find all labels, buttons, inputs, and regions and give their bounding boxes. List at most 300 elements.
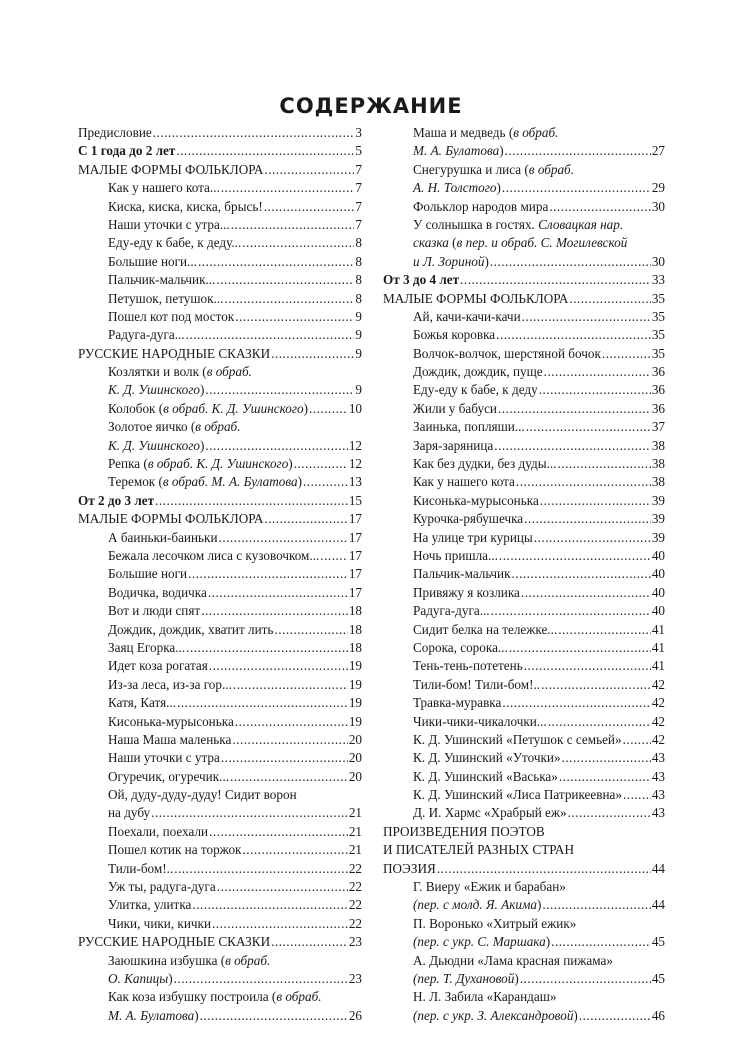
dot-leader (271, 345, 354, 363)
toc-entry-line (383, 878, 665, 896)
dot-leader (534, 529, 651, 547)
toc-entry (78, 639, 362, 657)
toc-page-number: 9 (355, 327, 362, 343)
dot-leader (491, 602, 651, 620)
toc-entry-title: На улице три курицы (413, 529, 533, 545)
dot-leader (271, 933, 348, 951)
toc-entry-title: К. Д. Ушинский «Лиса Патрикеевна» (413, 787, 622, 803)
toc-entry (383, 860, 665, 878)
toc-entry (78, 565, 362, 583)
toc-page-number: 37 (651, 419, 665, 435)
toc-entry (383, 970, 665, 988)
toc-page-number: 27 (651, 143, 665, 159)
toc-entry (383, 437, 665, 455)
toc-page-number: 7 (355, 216, 362, 232)
toc-page-number: 7 (355, 198, 362, 214)
dot-leader (544, 363, 651, 381)
dot-leader (209, 823, 348, 841)
dot-leader (548, 713, 651, 731)
toc-page-number: 9 (355, 382, 362, 398)
toc-page-number: 8 (355, 272, 362, 288)
dot-leader (231, 216, 355, 234)
toc-entry-title: и Л. Зориной) (413, 253, 489, 269)
toc-page-number: 13 (348, 474, 362, 490)
dot-leader (460, 271, 651, 289)
toc-entry-title: Ночь пришла... (413, 547, 498, 563)
toc-page-number: 7 (355, 161, 362, 177)
toc-page-number: 17 (348, 529, 362, 545)
toc-entry (383, 290, 665, 308)
toc-entry (78, 492, 362, 510)
toc-entry-line (383, 841, 665, 859)
dot-leader (242, 234, 354, 252)
toc-entry (383, 363, 665, 381)
toc-entry-title: РУССКИЕ НАРОДНЫЕ СКАЗКИ (78, 934, 271, 950)
dot-leader (205, 437, 347, 455)
dot-leader (569, 290, 650, 308)
toc-entry-title: И ПИСАТЕЛЕЙ РАЗНЫХ СТРАН (383, 842, 574, 858)
dot-leader (176, 142, 354, 160)
toc-entry (383, 198, 665, 216)
toc-entry (78, 933, 362, 951)
toc-entry-title: Пошел кот под мосток (108, 308, 235, 324)
toc-entry (383, 345, 665, 363)
toc-entry-title: Киска, киска, киска, брысь! (108, 198, 263, 214)
toc-entry (78, 584, 362, 602)
dot-leader (264, 198, 355, 216)
toc-entry-title: П. Воронько «Хитрый ежик» (413, 915, 577, 931)
toc-page-number: 42 (651, 695, 665, 711)
toc-entry-title: Д. И. Хармс «Храбрый еж» (413, 805, 567, 821)
toc-entry-line (78, 363, 362, 381)
toc-page-number: 42 (651, 713, 665, 729)
toc-entry (78, 124, 362, 142)
toc-entry (383, 529, 665, 547)
dot-leader (520, 970, 651, 988)
toc-entry (78, 731, 362, 749)
toc-entry (383, 565, 665, 583)
toc-page-number: 36 (651, 400, 665, 416)
toc-entry-title: К. Д. Ушинского) (108, 382, 205, 398)
dot-leader (562, 749, 651, 767)
dot-leader (522, 308, 651, 326)
toc-entry (78, 547, 362, 565)
toc-entry-title: Предисловие (78, 125, 152, 140)
toc-entry-title: Н. Л. Забила «Карандаш» (413, 989, 557, 1005)
dot-leader (186, 639, 348, 657)
toc-entry (78, 749, 362, 767)
toc-page-number: 36 (651, 364, 665, 380)
dot-leader (502, 694, 650, 712)
dot-leader (559, 768, 651, 786)
dot-leader (505, 142, 651, 160)
dot-leader (602, 345, 651, 363)
toc-entry-title: Травка-муравка (413, 695, 502, 711)
toc-page-number: 21 (348, 823, 362, 839)
dot-leader (579, 1007, 651, 1025)
toc-page-number: 40 (651, 547, 665, 563)
toc-entry (78, 841, 362, 859)
dot-leader (558, 621, 651, 639)
toc-entry-title: Чики, чики, кички (108, 915, 211, 931)
toc-entry-title: МАЛЫЕ ФОРМЫ ФОЛЬКЛОРА (383, 290, 569, 306)
toc-entry-line (78, 418, 362, 436)
toc-entry (383, 676, 665, 694)
toc-entry-title: Тили-бом!.. (108, 860, 174, 876)
toc-entry-title: Радуга-дуга... (108, 327, 185, 343)
dot-leader (568, 804, 651, 822)
toc-entry-title: От 2 до 3 лет (78, 492, 155, 508)
toc-entry-title: Вот и люди спят (108, 603, 201, 619)
toc-entry-title: Жили у бабуси (413, 400, 497, 416)
toc-page-number: 19 (348, 658, 362, 674)
toc-entry-title: Большие ноги... (108, 253, 197, 269)
toc-entry-title: Волчок-волчок, шерстяной бочок (413, 345, 601, 361)
toc-entry-title: (пер. с укр. С. Маршака) (413, 934, 551, 950)
toc-entry (78, 308, 362, 326)
toc-entry-title: Сидит белка на тележке... (413, 621, 558, 637)
toc-page-number: 22 (348, 860, 362, 876)
toc-page-number: 12 (348, 437, 362, 453)
toc-page-number: 39 (651, 492, 665, 508)
toc-entry (383, 547, 665, 565)
toc-entry-title: сказка (в пер. и обраб. С. Могилевской (413, 235, 628, 251)
toc-page-number: 20 (348, 731, 362, 747)
toc-entry-title: Теремок (в обраб. М. А. Булатова) (108, 474, 302, 490)
dot-leader (499, 547, 651, 565)
toc-entry-title: Идет коза рогатая (108, 658, 208, 674)
toc-entry-title: Большие ноги (108, 566, 188, 582)
dot-leader (230, 768, 348, 786)
toc-page-number: 20 (348, 750, 362, 766)
toc-entry (78, 878, 362, 896)
toc-entry (383, 639, 665, 657)
toc-entry-title: Огуречик, огуречик... (108, 768, 230, 784)
toc-entry-title: К. Д. Ушинский «Васька» (413, 768, 558, 784)
toc-entry (383, 400, 665, 418)
toc-entry-title: Божья коровка (413, 327, 496, 343)
toc-entry (78, 621, 362, 639)
dot-leader (217, 878, 348, 896)
toc-entry-title: К. Д. Ушинский «Петушок с семьей» (413, 731, 622, 747)
toc-entry-title: Чики-чики-чикалочки... (413, 713, 547, 729)
toc-page-number: 39 (651, 529, 665, 545)
toc-entry-title: Тень-тень-потетень (413, 658, 523, 674)
toc-entry-title: Водичка, водичка (108, 584, 207, 600)
dot-leader (174, 860, 348, 878)
toc-entry (383, 731, 665, 749)
dot-leader (205, 381, 354, 399)
toc-page-number: 7 (355, 180, 362, 196)
dot-leader (192, 896, 347, 914)
toc-page-number: 19 (348, 676, 362, 692)
dot-leader (201, 602, 348, 620)
toc-page-number: 41 (651, 621, 665, 637)
toc-page-number: 21 (348, 842, 362, 858)
toc-entry (383, 749, 665, 767)
toc-page-number: 8 (355, 235, 362, 251)
toc-entry (383, 271, 665, 289)
toc-page-number: 9 (355, 308, 362, 324)
toc-entry-title: Катя, Катя... (108, 695, 177, 711)
dot-leader (233, 676, 348, 694)
toc-page-number: 29 (651, 180, 665, 196)
toc-page-number: 17 (348, 584, 362, 600)
toc-page-number: 35 (651, 290, 665, 306)
toc-entry-title: Заря-заряница (413, 437, 494, 453)
toc-entry-title: Дождик, дождик, пуще (413, 364, 543, 380)
toc-page-number: 41 (651, 639, 665, 655)
toc-page-number: 38 (651, 456, 665, 472)
dot-leader (490, 253, 651, 271)
toc-entry-title: О. Капицы) (108, 970, 173, 986)
toc-page-number: 23 (348, 970, 362, 986)
toc-page-number: 39 (651, 511, 665, 527)
toc-entry (383, 142, 665, 160)
dot-leader (516, 473, 651, 491)
toc-entry (383, 492, 665, 510)
toc-page-number: 17 (348, 511, 362, 527)
dot-leader (177, 694, 348, 712)
dot-leader (494, 437, 651, 455)
toc-right-column (383, 124, 665, 1025)
toc-entry (78, 179, 362, 197)
toc-entry (78, 602, 362, 620)
toc-entry (78, 915, 362, 933)
toc-entry-title: Снегурушка и лиса (в обраб. (413, 161, 574, 177)
toc-entry (383, 455, 665, 473)
toc-page-number: 38 (651, 437, 665, 453)
dot-leader (303, 473, 348, 491)
toc-entry-title: Ай, качи-качи-качи (413, 308, 521, 324)
toc-entry-title: Заюшкина избушка (в обраб. (108, 952, 271, 968)
dot-leader (235, 713, 348, 731)
toc-page-number: 9 (355, 345, 362, 361)
dot-leader (208, 584, 348, 602)
dot-leader (216, 271, 354, 289)
toc-entry-title: ПОЭЗИЯ (383, 860, 436, 876)
toc-entry-title: Уж ты, радуга-дуга (108, 879, 216, 895)
toc-page-number: 10 (348, 400, 362, 416)
toc-entry-title: Тили-бом! Тили-бом!.. (413, 676, 541, 692)
toc-entry-line (78, 786, 362, 804)
toc-page-number: 8 (355, 290, 362, 306)
toc-entry-line (383, 124, 665, 142)
toc-entry (78, 510, 362, 528)
toc-page-number: 18 (348, 639, 362, 655)
toc-entry-line (383, 823, 665, 841)
toc-entry (78, 271, 362, 289)
toc-entry-title: От 3 до 4 лет (383, 272, 460, 288)
toc-entry (78, 804, 362, 822)
dot-leader (198, 253, 354, 271)
toc-entry (78, 253, 362, 271)
toc-page-number: 40 (651, 584, 665, 600)
toc-page-number: 22 (348, 915, 362, 931)
toc-page-number: 3 (355, 125, 362, 140)
toc-entry (78, 694, 362, 712)
dot-leader (221, 179, 355, 197)
dot-leader (221, 749, 348, 767)
toc-page-number: 40 (651, 566, 665, 582)
dot-leader (551, 933, 651, 951)
toc-page-number: 20 (348, 768, 362, 784)
toc-entry-title: Маша и медведь (в обраб. (413, 125, 559, 140)
toc-page-number: 5 (355, 143, 362, 159)
toc-page-number: 21 (348, 805, 362, 821)
toc-entry-title: Еду-еду к бабе, к деду (413, 382, 538, 398)
toc-entry-title: Как коза избушку построила (в обраб. (108, 989, 322, 1005)
toc-entry (78, 970, 362, 988)
toc-entry (383, 786, 665, 804)
dot-leader (524, 657, 651, 675)
toc-entry (78, 381, 362, 399)
toc-entry (78, 345, 362, 363)
toc-entry (383, 418, 665, 436)
toc-entry-title: Наши уточки с утра... (108, 216, 230, 232)
toc-entry-title: на дубу (108, 805, 151, 821)
toc-page-number: 40 (651, 603, 665, 619)
toc-entry-title: С 1 года до 2 лет (78, 143, 176, 159)
toc-entry-title: Заяц Егорка... (108, 639, 186, 655)
dot-leader (186, 326, 355, 344)
toc-entry-title: М. А. Булатова) (413, 143, 504, 159)
toc-entry-title: Пошел котик на торжок (108, 842, 242, 858)
dot-leader (511, 565, 650, 583)
toc-entry-title: Радуга-дуга... (413, 603, 490, 619)
toc-entry-title: К. Д. Ушинского) (108, 437, 205, 453)
toc-page-number: 43 (651, 768, 665, 784)
toc-entry-title: К. Д. Ушинский «Уточки» (413, 750, 561, 766)
toc-page-number: 46 (651, 1007, 665, 1023)
toc-entry-title: Наша Маша маленька (108, 731, 232, 747)
toc-entry-line (383, 952, 665, 970)
dot-leader (526, 418, 651, 436)
toc-page-number: 22 (348, 879, 362, 895)
toc-entry-title: Как у нашего кота (413, 474, 515, 490)
toc-entry (78, 823, 362, 841)
toc-page-number: 30 (651, 253, 665, 269)
toc-entry-title: Бежала лесочком лиса с кузовочком... (108, 547, 320, 563)
toc-page-number: 35 (651, 345, 665, 361)
toc-entry-title: Дождик, дождик, хватит лить (108, 621, 274, 637)
toc-entry-title: Наши уточки с утра (108, 750, 220, 766)
toc-entry-title: Петушок, петушок... (108, 290, 224, 306)
dot-leader (502, 179, 651, 197)
dot-leader (539, 381, 651, 399)
dot-leader (174, 970, 348, 988)
toc-entry-line (383, 915, 665, 933)
dot-leader (549, 198, 651, 216)
toc-entry (78, 676, 362, 694)
toc-page-number: 22 (348, 897, 362, 913)
toc-entry-title: Пальчик-мальчик... (108, 272, 216, 288)
toc-entry-line (383, 988, 665, 1006)
toc-entry (78, 216, 362, 234)
toc-page-number: 45 (651, 970, 665, 986)
toc-entry-line (383, 216, 665, 234)
dot-leader (542, 896, 650, 914)
toc-entry (78, 529, 362, 547)
toc-entry (78, 768, 362, 786)
toc-entry (78, 234, 362, 252)
toc-entry (383, 621, 665, 639)
toc-entry (383, 308, 665, 326)
toc-entry (78, 142, 362, 160)
toc-entry (78, 400, 362, 418)
dot-leader (188, 565, 348, 583)
toc-entry-title: Курочка-рябушечка (413, 511, 524, 527)
toc-page-number: 18 (348, 603, 362, 619)
toc-entry (383, 804, 665, 822)
dot-leader (153, 124, 355, 142)
toc-entry-title: Как у нашего кота... (108, 180, 220, 196)
toc-entry-title: Колобок (в обраб. К. Д. Ушинского) (108, 400, 309, 416)
toc-page-number: 26 (348, 1007, 362, 1023)
toc-entry (78, 1007, 362, 1025)
dot-leader (232, 731, 347, 749)
toc-page-number: 42 (651, 731, 665, 747)
dot-leader (521, 584, 651, 602)
toc-entry-title: Фольклор народов мира (413, 198, 549, 214)
toc-entry-title: А. Дьюдни «Лама красная пижама» (413, 952, 613, 968)
toc-entry (78, 473, 362, 491)
toc-page-number: 19 (348, 713, 362, 729)
toc-entry-title: Поехали, поехали (108, 823, 209, 839)
toc-entry (78, 896, 362, 914)
toc-page-number: 19 (348, 695, 362, 711)
toc-entry (383, 657, 665, 675)
dot-leader (200, 1007, 348, 1025)
dot-leader (264, 510, 347, 528)
dot-leader (274, 621, 347, 639)
dot-leader (540, 492, 651, 510)
dot-leader (541, 676, 651, 694)
toc-entry-title: Кисонька-мурысонька (108, 713, 234, 729)
toc-page-number: 42 (651, 676, 665, 692)
toc-entry-title: Еду-еду к бабе, к деду... (108, 235, 242, 251)
toc-entry (383, 1007, 665, 1025)
toc-page-number: 41 (651, 658, 665, 674)
toc-entry (383, 602, 665, 620)
toc-entry (78, 326, 362, 344)
toc-entry (78, 198, 362, 216)
toc-page-number: 23 (348, 934, 362, 950)
toc-entry-title: (пер. Т. Духановой) (413, 970, 519, 986)
toc-page-number: 12 (348, 456, 362, 472)
toc-page-number: 35 (651, 327, 665, 343)
toc-entry-title: Репка (в обраб. К. Д. Ушинского) (108, 456, 293, 472)
toc-entry-title: Ой, дуду-дуду-дуду! Сидит ворон (108, 787, 297, 803)
toc-entry-title: (пер. с молд. Я. Акима) (413, 897, 542, 913)
dot-leader (623, 786, 651, 804)
toc-entry-title: МАЛЫЕ ФОРМЫ ФОЛЬКЛОРА (78, 161, 264, 177)
toc-entry-title: У солнышка в гостях. Словацкая нар. (413, 216, 624, 232)
toc-entry (78, 713, 362, 731)
toc-entry-title: А баиньки-баиньки (108, 529, 218, 545)
toc-entry (78, 437, 362, 455)
toc-entry (78, 860, 362, 878)
toc-entry-line (78, 952, 362, 970)
toc-entry (383, 473, 665, 491)
dot-leader (524, 510, 651, 528)
dot-leader (219, 529, 348, 547)
toc-entry-title: Привяжу я козлика (413, 584, 520, 600)
dot-leader (224, 290, 354, 308)
toc-page-number: 8 (355, 253, 362, 269)
toc-entry (383, 713, 665, 731)
toc-page-number: 44 (651, 860, 665, 876)
